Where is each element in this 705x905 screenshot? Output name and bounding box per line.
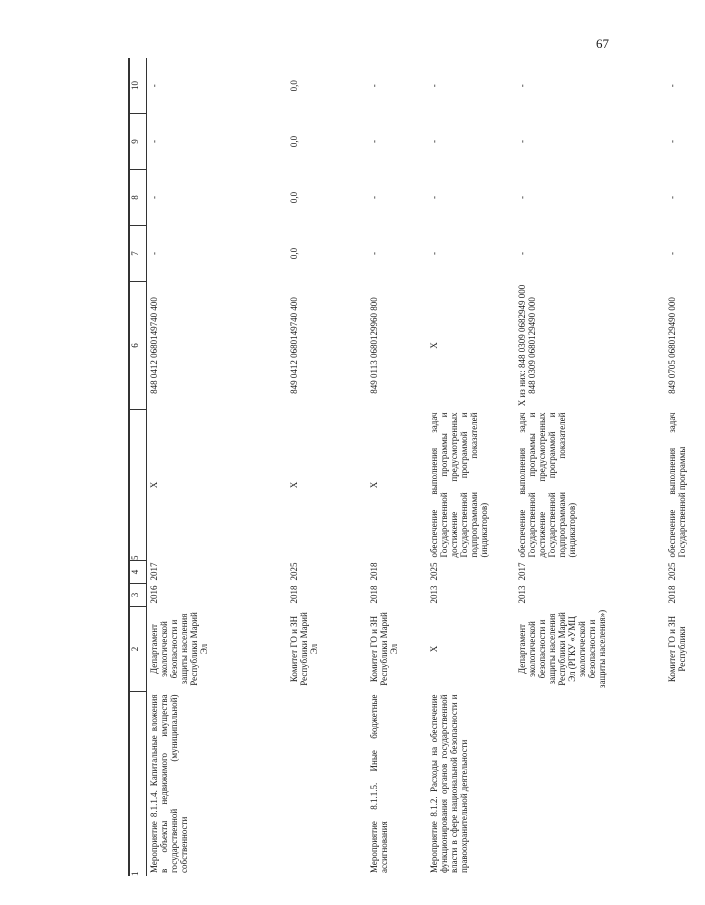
budget-code: 849 0412 0680149740 400 xyxy=(288,297,299,394)
expected-result: обеспечение выполнения задач Государственной программы и достижение предусмотренных Государственной программой и подпрограммами показателей (индикаторов) xyxy=(428,412,489,558)
page-number: 67 xyxy=(596,36,609,51)
start-year: 2018 xyxy=(666,585,677,604)
executor: Комитет ГО и ЗН Республики Марий Эл xyxy=(368,612,399,686)
value: - xyxy=(516,84,527,88)
value: - xyxy=(368,140,379,143)
column-header: 9 xyxy=(130,114,147,170)
value: - xyxy=(368,252,379,255)
start-year: 2013 xyxy=(516,585,527,604)
expected-result: X xyxy=(288,481,299,489)
end-year: 2025 xyxy=(428,562,439,581)
column-header: 6 xyxy=(130,282,147,410)
budget-code: 848 0412 0680149740 400 xyxy=(149,297,159,394)
value: - xyxy=(666,84,677,88)
end-year: 2025 xyxy=(666,562,677,581)
end-year: 2018 xyxy=(368,562,379,581)
expected-result: X xyxy=(149,481,159,489)
value: 0,0 xyxy=(288,191,299,204)
value: - xyxy=(666,140,677,143)
column-header: 7 xyxy=(130,226,147,282)
measure-name: Мероприятие 8.1.1.4. Капитальные вложения в объекты недвижимого имущества государственной (муниципальной) собственности xyxy=(149,694,190,873)
column-header: 8 xyxy=(130,170,147,226)
table-row xyxy=(287,58,367,876)
column-header: 3 xyxy=(130,584,147,607)
expected-result: X xyxy=(368,481,379,489)
executor: Комитет ГО и ЗН Республики xyxy=(666,615,687,683)
value: - xyxy=(666,252,677,255)
budget-code: X xyxy=(428,342,439,349)
measure-name: Мероприятие 8.1.1.5. Иные бюджетные ассигнования xyxy=(368,694,389,873)
column-header: 2 xyxy=(130,607,147,692)
start-year: 2016 xyxy=(149,585,159,604)
value: - xyxy=(428,84,439,88)
measure-name xyxy=(665,692,705,877)
end-year: 2017 xyxy=(516,562,527,581)
budget-code: X из них: 848 0309 0682949 000 848 0309 0680129490 000 xyxy=(516,284,537,407)
executor: Комитет ГО и ЗН Республики Марий Эл xyxy=(288,612,319,686)
value: - xyxy=(149,196,159,199)
column-header: 10 xyxy=(130,58,147,114)
expected-result: обеспечение выполнения задач Государственной программы и достижение предусмотренных Государственной программой и подпрограммами показателей (индикаторов) xyxy=(516,412,577,558)
value: - xyxy=(149,140,159,143)
executor: Департамент экологической безопасности и защиты населения Республики Марий Эл (РГКУ «УМЦ экологической безопасности и защиты населения») xyxy=(516,609,608,689)
start-year: 2013 xyxy=(428,585,439,604)
value: - xyxy=(368,84,379,88)
value: - xyxy=(428,196,439,199)
column-header: 1 xyxy=(130,692,147,877)
executor: X xyxy=(428,645,439,653)
table-row xyxy=(427,58,515,876)
column-number-row xyxy=(130,58,147,876)
measure-name xyxy=(515,692,665,877)
table-row xyxy=(515,58,665,876)
value: - xyxy=(516,196,527,199)
executor: Департамент экологической безопасности и защиты населения Республики Марий Эл xyxy=(149,612,210,686)
value: - xyxy=(666,196,677,199)
value: - xyxy=(428,140,439,143)
value: - xyxy=(149,252,159,255)
budget-code: 849 0705 0680129490 000 xyxy=(666,297,677,394)
table-row xyxy=(665,58,705,876)
measure-name xyxy=(287,692,367,877)
value: - xyxy=(368,196,379,199)
column-header: 5 xyxy=(130,410,147,561)
start-year: 2018 xyxy=(288,585,299,604)
table-row xyxy=(367,58,427,876)
end-year: 2025 xyxy=(288,562,299,581)
value: 0,0 xyxy=(288,247,299,260)
measure-name: Мероприятие 8.1.2. Расходы на обеспечение функционирования органов государственной власти в сфере национальной безопасности и правоохранительной деятельности xyxy=(428,694,469,873)
value: - xyxy=(428,252,439,255)
value: 0,0 xyxy=(288,135,299,148)
expected-result: обеспечение выполнения задач Государственной программы xyxy=(666,412,687,558)
value: - xyxy=(516,140,527,143)
column-header: 4 xyxy=(130,561,147,584)
table-row xyxy=(147,58,287,876)
program-table xyxy=(128,65,705,876)
value: - xyxy=(149,84,159,88)
budget-code: 849 0113 0680129960 800 xyxy=(368,297,379,394)
value: 0,0 xyxy=(288,80,299,92)
end-year: 2017 xyxy=(149,562,159,581)
value: - xyxy=(516,252,527,255)
start-year: 2018 xyxy=(368,585,379,604)
